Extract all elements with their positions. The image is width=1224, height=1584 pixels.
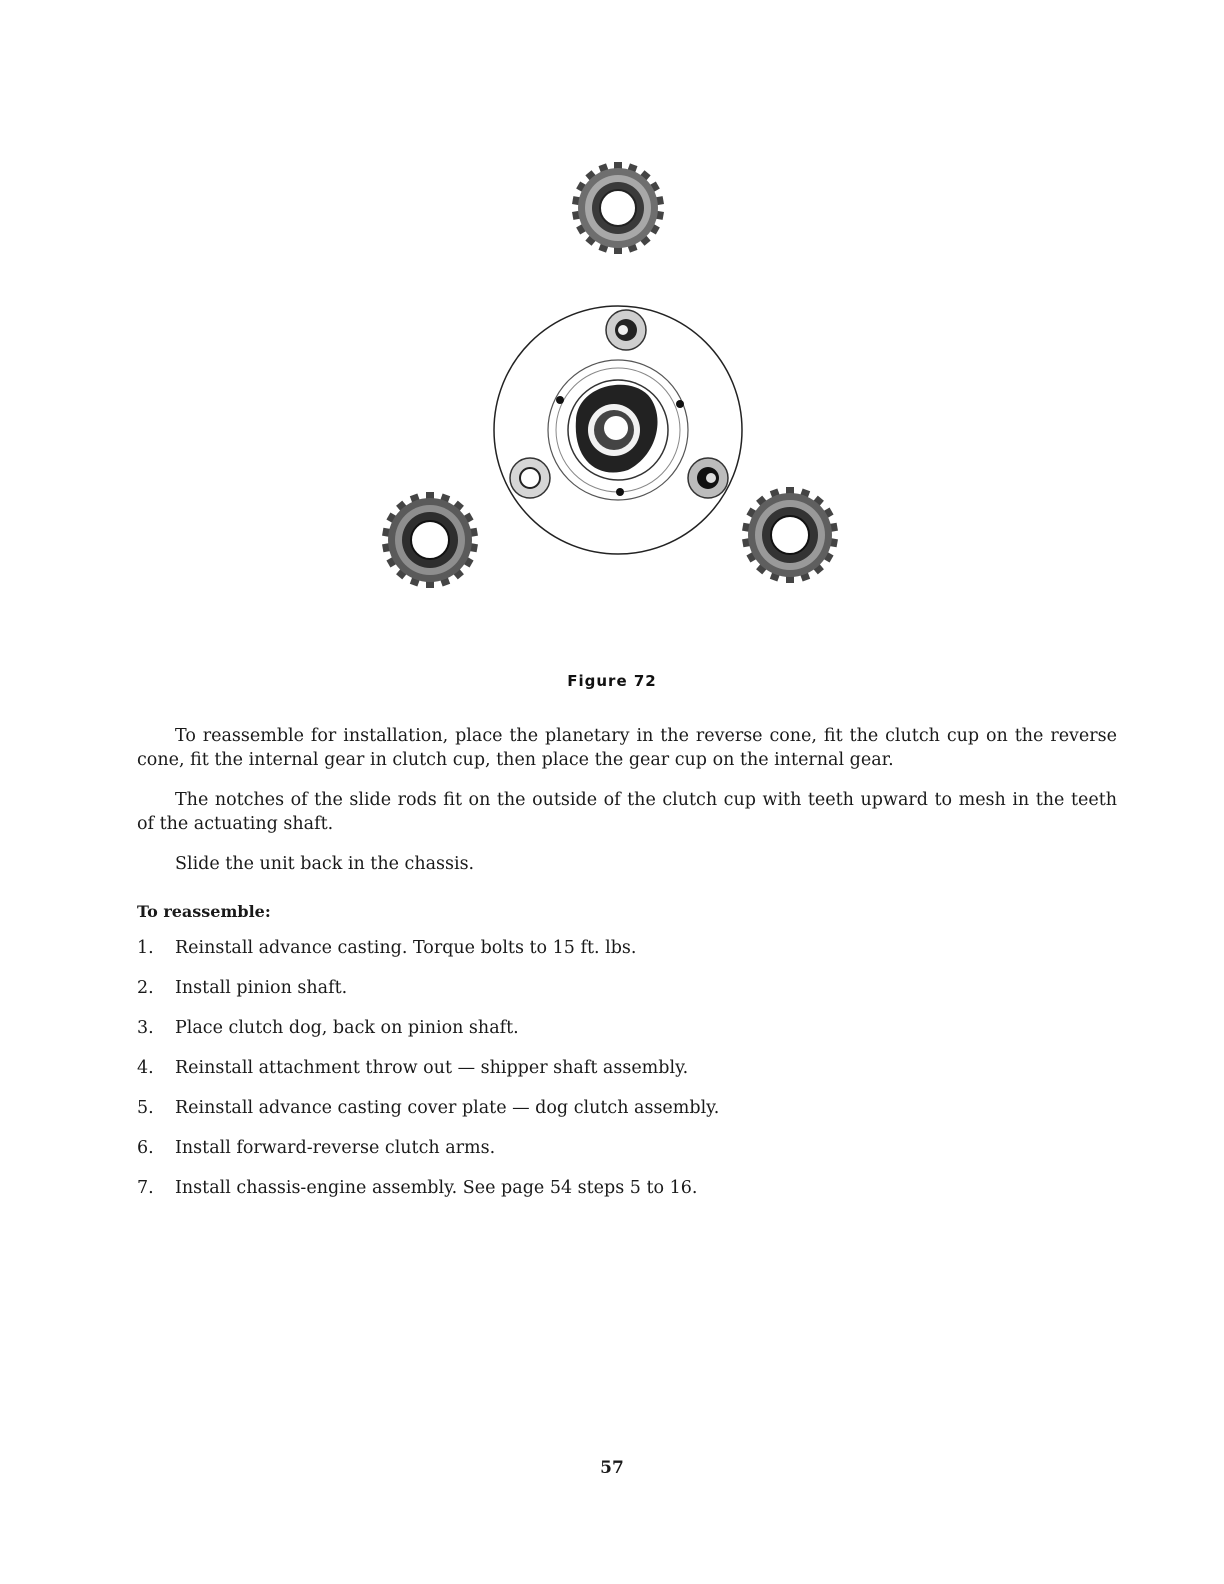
step-number: 3. bbox=[137, 1018, 154, 1038]
clutch-plate-icon bbox=[494, 306, 742, 554]
list-item bbox=[137, 1016, 1117, 1040]
body-text bbox=[137, 724, 1117, 1216]
step-text: Reinstall advance casting. Torque bolts to 15 ft. lbs. bbox=[175, 938, 637, 958]
page-number: 57 bbox=[600, 1458, 624, 1478]
step-number: 7. bbox=[137, 1178, 154, 1198]
paragraph-slide-unit: Slide the unit back in the chassis. bbox=[175, 854, 475, 874]
step-text: Reinstall attachment throw out — shipper shaft assembly. bbox=[175, 1058, 689, 1078]
step-text: Place clutch dog, back on pinion shaft. bbox=[175, 1018, 519, 1038]
step-number: 1. bbox=[137, 938, 154, 958]
step-number: 5. bbox=[137, 1098, 154, 1118]
list-item bbox=[137, 976, 1117, 1000]
list-item bbox=[137, 1136, 1117, 1160]
step-text: Install pinion shaft. bbox=[175, 978, 348, 998]
paragraph-slide-rods: The notches of the slide rods fit on the outside of the clutch cup with teeth upward to mesh in the teeth of the actuating shaft. bbox=[137, 790, 1117, 834]
step-number: 4. bbox=[137, 1058, 154, 1078]
reassemble-steps-list bbox=[137, 936, 1117, 1200]
step-text: Install chassis-engine assembly. See page 54 steps 5 to 16. bbox=[175, 1178, 698, 1198]
list-item bbox=[137, 1056, 1117, 1080]
step-number: 6. bbox=[137, 1138, 154, 1158]
paragraph-reassemble-installation: To reassemble for installation, place the planetary in the reverse cone, fit the clutch cup on the reverse cone, fit the internal gear in clutch cup, then place the gear cup on the internal gear. bbox=[137, 726, 1117, 770]
gear-right-icon bbox=[742, 487, 838, 583]
reassemble-heading: To reassemble: bbox=[137, 902, 271, 921]
list-item bbox=[137, 1096, 1117, 1120]
step-number: 2. bbox=[137, 978, 154, 998]
gear-top-icon bbox=[572, 162, 664, 254]
list-item bbox=[137, 1176, 1117, 1200]
list-item bbox=[137, 936, 1117, 960]
step-text: Reinstall advance casting cover plate — dog clutch assembly. bbox=[175, 1098, 720, 1118]
figure-72-illustration bbox=[360, 140, 870, 610]
gear-left-icon bbox=[382, 492, 478, 588]
step-text: Install forward-reverse clutch arms. bbox=[175, 1138, 496, 1158]
figure-caption: Figure 72 bbox=[567, 672, 657, 690]
